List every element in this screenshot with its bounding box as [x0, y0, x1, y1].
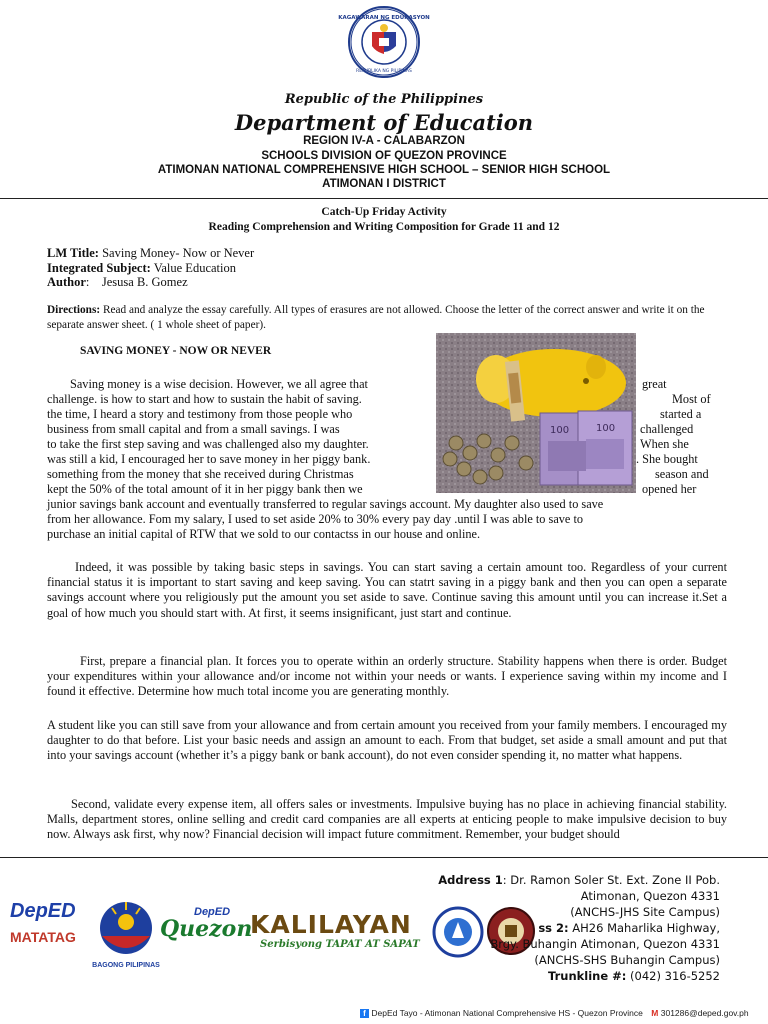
- kalilayan-logo-text: KALILAYAN: [250, 910, 412, 939]
- author-label: Author: [47, 275, 86, 289]
- p1-right-line: . She bought: [636, 452, 698, 466]
- p1-left-line: kept the 50% of the total amount of it in her piggy bank then we: [47, 482, 363, 496]
- kalilayan-tagline: Serbisyong TAPAT AT SAPAT: [260, 939, 420, 950]
- activity-subtitle: Reading Comprehension and Writing Composition for Grade 11 and 12: [208, 221, 560, 233]
- deped-quezon-small: DepED: [194, 906, 231, 918]
- address-2-text: AH26 Maharlika Highway,: [568, 921, 720, 935]
- division-heading: SCHOOLS DIVISION OF QUEZON PROVINCE: [261, 150, 507, 162]
- deped-quezon-logo: [160, 906, 253, 966]
- author-value: : Jesusa B. Gomez: [85, 275, 188, 289]
- p1-left-line: challenge. is how to start and how to sustain the habit of saving.: [47, 392, 362, 406]
- facebook-icon: f: [360, 1009, 369, 1018]
- republic-heading: Republic of the Philippines: [284, 92, 484, 107]
- p1-right-line: season and: [655, 467, 709, 481]
- p1-right-line: Most of: [672, 392, 711, 406]
- address-2-line-1: [538, 920, 720, 936]
- trunkline-label: Trunkline #:: [548, 969, 627, 983]
- bagong-pilipinas-text: BAGONG PILIPINAS: [92, 962, 160, 969]
- lm-title-row: [47, 246, 254, 261]
- essay-paragraph-4: A student like you can still save from your allowance and from certain amount you received from your family members. I encouraged my daughter to do that before. List your basic needs and assign an amount to each. From that budget, set aside a small amount and put that into your savings account (whether it’s a piggy bank or bank account), do not even consider spending it, no matter what happens.: [47, 718, 727, 763]
- quezon-logo-text: Quezon: [160, 916, 253, 942]
- p1-tail-line: purchase an initial capital of RTW that we sold to our contactss in our house and online.: [47, 527, 481, 541]
- address-1-line-1: [438, 872, 720, 888]
- essay-title: SAVING MONEY - NOW OR NEVER: [80, 345, 272, 357]
- region-heading: REGION IV-A - CALABARZON: [303, 135, 465, 147]
- p1-right-line: great: [642, 377, 667, 391]
- address-2-label: ss 2:: [538, 921, 569, 935]
- directions-label: Directions:: [47, 304, 101, 316]
- email-link[interactable]: 301286@deped.gov.ph: [660, 1008, 749, 1018]
- trunkline-value: (042) 316-5252: [626, 969, 720, 983]
- address-2-line-2: Brgy. Buhangin Atimonan, Quezon 4331: [490, 937, 720, 951]
- activity-title: Catch-Up Friday Activity: [321, 206, 447, 218]
- directions-text: Read and analyze the essay carefully. All types of erasures are not allowed. Choose the letter of the correct answer and write it on the separate answer sheet. ( 1 whole sheet of paper).: [47, 304, 705, 331]
- address-1-label: Address 1: [438, 873, 503, 887]
- address-1-line-3: (ANCHS-JHS Site Campus): [570, 905, 720, 919]
- address-2-line-3: (ANCHS-SHS Buhangin Campus): [534, 953, 720, 967]
- trunkline-row: [548, 968, 720, 984]
- address-1-line-2: Atimonan, Quezon 4331: [580, 889, 720, 903]
- matatag-logo-text: MATATAG: [10, 929, 76, 945]
- subject-label: Integrated Subject:: [47, 261, 151, 275]
- school-seal-logo: [432, 906, 484, 958]
- p1-left-line: to take the first step saving and was challenged also my daughter.: [47, 437, 369, 451]
- header-divider: [0, 198, 768, 199]
- p1-right-line: When she: [640, 437, 689, 451]
- p1-tail-line: from her allowance. Fom my salary, I used to set aside 20% to 30% every pay day .until I was able to save to: [47, 512, 584, 526]
- footer-divider: [0, 857, 768, 858]
- p1-left-line: something from the money that she received during Christmas: [47, 467, 354, 481]
- department-heading: Department of Education: [234, 110, 534, 135]
- deped-seal-logo: [338, 6, 430, 78]
- p1-right-line: started a: [660, 407, 702, 421]
- p1-right-line: opened her: [642, 482, 697, 496]
- gmail-icon: M: [651, 1008, 659, 1018]
- contact-line: [360, 1008, 749, 1018]
- p1-left-line: the time, I heard a story and testimony from those people who: [47, 407, 353, 421]
- essay-paragraph-5: Second, validate every expense item, all offers sales or investments. Impulsive buying has no place in achieving financial stability. Malls, department stores, online selling and credit card companies are all experts at enticing people to make impulsive decision to buy now. Always ask first, why now? Financial decision will impact future commitment. Remember, your budget should: [47, 797, 727, 842]
- deped-logo-text: DepED: [10, 900, 76, 922]
- facebook-page-link[interactable]: DepEd Tayo - Atimonan National Comprehensive HS - Quezon Province: [371, 1008, 643, 1018]
- lm-title-label: LM Title:: [47, 246, 99, 260]
- essay-paragraph-3: First, prepare a financial plan. It forces you to operate within an orderly structure. Stability happens when there is order. Budget your expenditures within your allowance and/or income not within your needs or wants. I experience saving within my income and I found it effective. Determine how much total income you are generating monthly.: [47, 654, 727, 699]
- p1-left-line: Saving money is a wise decision. However, we all agree that: [70, 377, 368, 391]
- p1-tail-line: junior savings bank account and eventually transferred to regular savings account. My daughter also used to save: [47, 497, 604, 511]
- author-row: [47, 275, 188, 290]
- essay-paragraph-2: Indeed, it was possible by taking basic steps in savings. You can start saving a certain amount too. Regardless of your current financial status it is important to start saving and keep saving. You can statrt saving in a piggy bank and then you can open a separate savings account where you religiously put the amount you set aside to save. Continue saving this amount until you can increase it.Set a goal of how much you should start with. At first, it seems insignificant, just start and continue.: [47, 560, 727, 620]
- district-heading: ATIMONAN I DISTRICT: [322, 178, 446, 190]
- p1-left-line: was still a kid, I encouraged her to save money in her piggy bank.: [47, 452, 371, 466]
- seal-text-top: KAGAWARAN NG EDUKASYON: [338, 15, 430, 21]
- directions-block: [47, 303, 727, 333]
- subject-row: [47, 261, 236, 276]
- seal-text-bottom: REPUBLIKA NG PILIPINAS: [356, 69, 412, 74]
- deped-matatag-logo: [10, 900, 88, 972]
- school-heading: ATIMONAN NATIONAL COMPREHENSIVE HIGH SCHOOL – SENIOR HIGH SCHOOL: [157, 164, 611, 176]
- kalilayan-logo: [250, 910, 430, 970]
- address-1-text: : Dr. Ramon Soler St. Ext. Zone II Pob.: [502, 873, 720, 887]
- bagong-pilipinas-logo: [94, 896, 158, 960]
- p1-right-line: challenged: [640, 422, 694, 436]
- piggy-bank-photo: [436, 333, 636, 493]
- banknote-value-1: 100: [550, 425, 570, 436]
- subject-value: Value Education: [153, 261, 236, 275]
- lm-title-value: Saving Money- Now or Never: [102, 246, 255, 260]
- p1-left-line: business from small capital and from a small savings. I was: [47, 422, 340, 436]
- banknote-value-2: 100: [596, 423, 616, 434]
